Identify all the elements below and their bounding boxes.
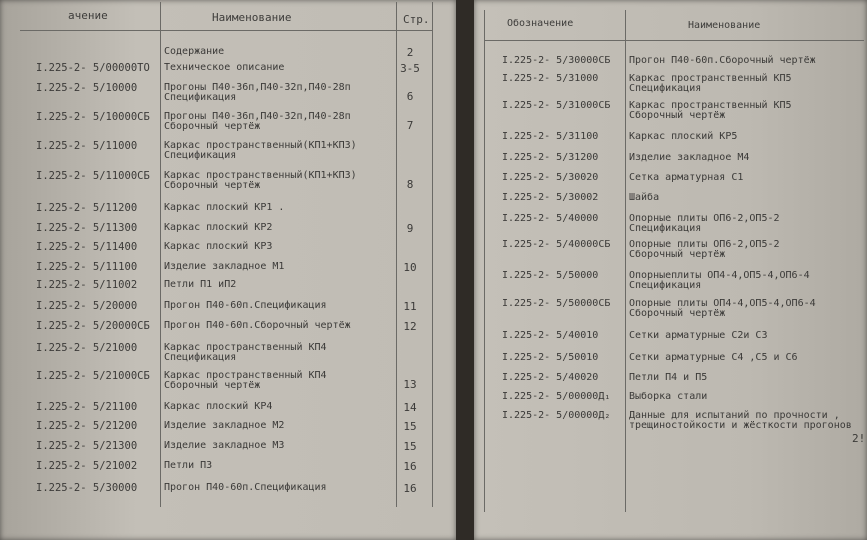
row-name: Петли П1 иП2 xyxy=(164,279,237,290)
name-header: Наименование xyxy=(212,11,292,24)
row-designation: I.225-2- 5/21002 xyxy=(36,460,138,472)
row-name-line2: Сборочный чертёж xyxy=(164,180,261,191)
page-header: Стр. xyxy=(403,13,430,26)
row-designation: I.225-2- 5/10000СБ xyxy=(36,111,150,123)
row-name: Опорныеплиты ОП4-4,ОП5-4,ОП6-4 xyxy=(629,270,810,281)
row-name: Каркас пространственный(КП1+КП3) xyxy=(164,170,357,181)
row-name-line2: Спецификация xyxy=(629,83,702,94)
row-name-line2: трещиностойкости и жёсткости прогонов xyxy=(629,420,852,431)
row-name: Прогон П40-60п.Сборочный чертёж xyxy=(629,55,816,66)
row-name: Каркас пространственный(КП1+КП3) xyxy=(164,140,357,151)
row-name-line2: Спецификация xyxy=(164,352,237,363)
row-name: Опорные плиты ОП6-2,ОП5-2 xyxy=(629,239,780,250)
row-name: Каркас пространственный КП4 xyxy=(164,342,327,353)
row-name-line2: Спецификация xyxy=(164,150,237,161)
row-designation: I.225-2- 5/00000Д₂ xyxy=(502,410,611,421)
row-designation: I.225-2- 5/21100 xyxy=(36,401,138,413)
row-name-line2: Спецификация xyxy=(164,92,237,103)
page-number: 2! xyxy=(852,432,866,445)
row-page: 12 xyxy=(403,320,417,333)
row-page: 13 xyxy=(403,378,417,391)
row-page: 3-5 xyxy=(400,62,420,75)
row-name: Каркас плоский КР2 xyxy=(164,222,273,233)
row-page: 7 xyxy=(406,119,414,132)
row-name: Изделие закладное М3 xyxy=(164,440,285,451)
row-designation: I.225-2- 5/40010 xyxy=(502,330,599,341)
row-designation: I.225-2- 5/40000 xyxy=(502,213,599,224)
row-designation: I.225-2- 5/20000СБ xyxy=(36,320,150,332)
row-name: Сетки арматурные С4 ,С5 и С6 xyxy=(629,352,798,363)
row-name-line2: Сборочный чертёж xyxy=(164,121,261,132)
row-designation: I.225-2- 5/11100 xyxy=(36,261,138,273)
row-designation: I.225-2- 5/40000СБ xyxy=(502,239,611,250)
row-name: Содержание xyxy=(164,46,225,57)
column-divider-1 xyxy=(160,2,161,507)
row-name: Каркас пространственный КП5 xyxy=(629,100,792,111)
header-divider xyxy=(20,30,432,31)
row-name: Каркас плоский КР3 xyxy=(164,241,273,252)
row-name-line2: Сборочный чертёж xyxy=(629,110,726,121)
row-designation: I.225-2- 5/21000 xyxy=(36,342,138,354)
row-name: Прогон П40-60п.Сборочный чертёж xyxy=(164,320,351,331)
row-designation: I.225-2- 5/11400 xyxy=(36,241,138,253)
row-name-line2: Сборочный чертёж xyxy=(164,380,261,391)
row-name-line2: Спецификация xyxy=(629,280,702,291)
row-designation: I.225-2- 5/20000 xyxy=(36,300,138,312)
row-name: Изделие закладное М4 xyxy=(629,152,750,163)
row-designation: I.225-2- 5/50000СБ xyxy=(502,298,611,309)
row-page: 9 xyxy=(406,222,414,235)
row-designation: I.225-2- 5/31000 xyxy=(502,73,599,84)
row-name: Прогоны П40-36п,П40-32п,П40-28п xyxy=(164,82,351,93)
row-page: 14 xyxy=(403,401,417,414)
row-name: Данные для испытаний по прочности , xyxy=(629,410,840,421)
row-name: Прогоны П40-36п,П40-32п,П40-28п xyxy=(164,111,351,122)
row-page: 2 xyxy=(406,46,414,59)
designation-header: ачение xyxy=(68,9,108,22)
row-designation: I.225-2- 5/00000Д₁ xyxy=(502,391,611,402)
header-divider xyxy=(484,40,864,41)
row-name: Каркас пространственный КП5 xyxy=(629,73,792,84)
row-name: Каркас плоский КР1 . xyxy=(164,202,285,213)
row-name: Сетка арматурная С1 xyxy=(629,172,744,183)
row-page: 16 xyxy=(403,482,417,495)
row-designation: I.225-2- 5/30000СБ xyxy=(502,55,611,66)
row-name: Техническое описание xyxy=(164,62,285,73)
row-designation: I.225-2- 5/11002 xyxy=(36,279,138,291)
row-designation: I.225-2- 5/11300 xyxy=(36,222,138,234)
row-designation: I.225-2- 5/31100 xyxy=(502,131,599,142)
row-name: Выборка стали xyxy=(629,391,708,402)
row-designation: I.225-2- 5/10000 xyxy=(36,82,138,94)
row-designation: I.225-2- 5/30002 xyxy=(502,192,599,203)
name-header: Наименование xyxy=(688,20,761,31)
row-name: Петли П4 и П5 xyxy=(629,372,708,383)
row-name: Опорные плиты ОП4-4,ОП5-4,ОП6-4 xyxy=(629,298,816,309)
row-page: 10 xyxy=(403,261,417,274)
row-page: 15 xyxy=(403,420,417,433)
row-designation: I.225-2- 5/11000 xyxy=(36,140,138,152)
row-name: Шайба xyxy=(629,192,660,203)
row-name: Прогон П40-60п.Спецификация xyxy=(164,300,327,311)
row-designation: I.225-2- 5/50010 xyxy=(502,352,599,363)
row-designation: I.225-2- 5/21000СБ xyxy=(36,370,150,382)
row-name: Каркас пространственный КП4 xyxy=(164,370,327,381)
row-name: Каркас плоский КР5 xyxy=(629,131,738,142)
row-designation: I.225-2- 5/21200 xyxy=(36,420,138,432)
right-page-sheet xyxy=(474,0,867,540)
designation-header: Обозначение xyxy=(507,18,574,29)
row-designation: I.225-2- 5/11200 xyxy=(36,202,138,214)
column-divider-0 xyxy=(484,10,485,512)
row-name: Изделие закладное М2 xyxy=(164,420,285,431)
row-page: 16 xyxy=(403,460,417,473)
row-designation: I.225-2- 5/00000ТО xyxy=(36,62,150,74)
row-page: 6 xyxy=(406,90,414,103)
row-name: Опорные плиты ОП6-2,ОП5-2 xyxy=(629,213,780,224)
column-divider-2 xyxy=(396,2,397,507)
row-name: Сетки арматурные С2и С3 xyxy=(629,330,768,341)
row-name-line2: Сборочный чертёж xyxy=(629,249,726,260)
row-designation: I.225-2- 5/31200 xyxy=(502,152,599,163)
row-page: 11 xyxy=(403,300,417,313)
row-name-line2: Спецификация xyxy=(629,223,702,234)
row-page: 8 xyxy=(406,178,414,191)
row-designation: I.225-2- 5/31000СБ xyxy=(502,100,611,111)
column-divider-1 xyxy=(625,10,626,512)
row-designation: I.225-2- 5/30020 xyxy=(502,172,599,183)
row-name: Изделие закладное М1 xyxy=(164,261,285,272)
row-name: Прогон П40-60п.Спецификация xyxy=(164,482,327,493)
row-name: Петли П3 xyxy=(164,460,213,471)
row-designation: I.225-2- 5/21300 xyxy=(36,440,138,452)
row-page: 15 xyxy=(403,440,417,453)
column-divider-3 xyxy=(432,2,433,507)
row-name-line2: Сборочный чертёж xyxy=(629,308,726,319)
row-designation: I.225-2- 5/40020 xyxy=(502,372,599,383)
row-name: Каркас плоский КР4 xyxy=(164,401,273,412)
row-designation: I.225-2- 5/50000 xyxy=(502,270,599,281)
row-designation: I.225-2- 5/11000СБ xyxy=(36,170,150,182)
row-designation: I.225-2- 5/30000 xyxy=(36,482,138,494)
